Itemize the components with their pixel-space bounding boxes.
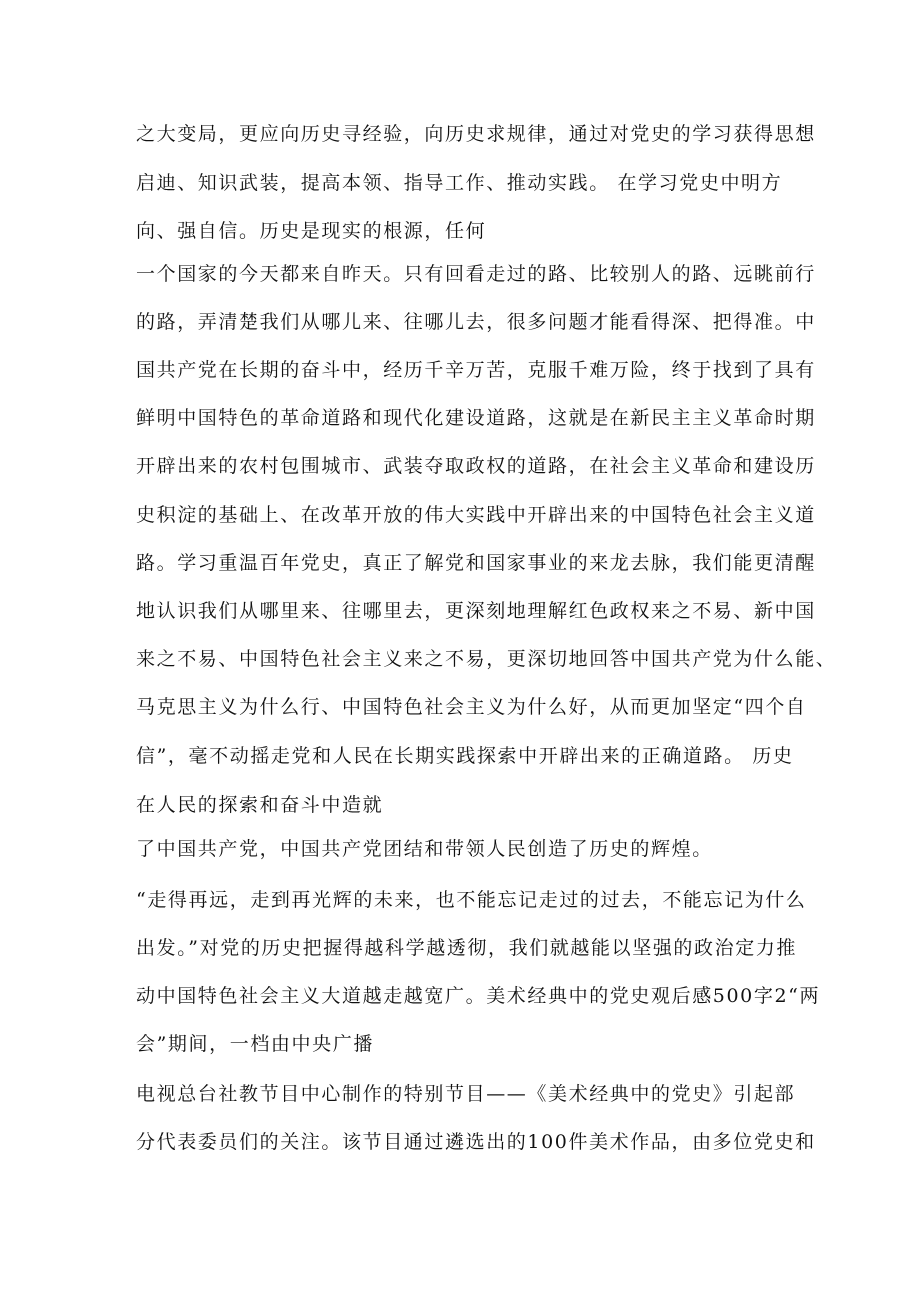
text-line: 一个国家的今天都来自昨天。只有回看走过的路、比较别人的路、远眺前行 [136,263,816,285]
text-line: 地认识我们从哪里来、往哪里去，更深刻地理解红色政权来之不易、新中国 [136,600,816,622]
text-line: 开辟出来的农村包围城市、武装夺取政权的道路，在社会主义革命和建设历 [136,455,816,477]
text-line: 之大变局，更应向历史寻经验，向历史求规律，通过对党史的学习获得思想 [136,123,816,145]
text-line: 会”期间，一档由中央广播 [136,1033,374,1055]
text-line: 电视总台社教节目中心制作的特别节目——《美术经典中的党史》引起部 [136,1083,796,1105]
text-line: 来之不易、中国特色社会主义来之不易，更深切地回答中国共产党为什么能、 [136,648,837,670]
text-line: 分代表委员们的关注。该节目通过遴选出的100件美术作品，由多位党史和 [136,1131,816,1153]
text-line: 启迪、知识武装，提高本领、指导工作、推动实践。 在学习党史中明方 [136,172,783,194]
text-line: 信”，毫不动摇走党和人民在长期实践探索中开辟出来的正确道路。 历史 [136,745,794,767]
text-line: 在人民的探索和奋斗中造就 [136,794,384,816]
text-line: “走得再远，走到再光辉的未来，也不能忘记走过的过去，不能忘记为什么 [136,889,807,911]
text-line: 马克思主义为什么行、中国特色社会主义为什么好，从而更加坚定“四个自 [136,696,807,718]
text-line: 路。学习重温百年党史，真正了解党和国家事业的来龙去脉，我们能更清醒 [136,552,816,574]
text-line: 国共产党在长期的奋斗中，经历千辛万苦，克服千难万险，终于找到了具有 [136,359,816,381]
text-line: 出发。”对党的历史把握得越科学越透彻，我们就越能以坚强的政治定力推 [136,937,798,959]
text-line: 史积淀的基础上、在改革开放的伟大实践中开辟出来的中国特色社会主义道 [136,504,816,526]
text-line: 的路，弄清楚我们从哪儿来、往哪儿去，很多问题才能看得深、把得准。中 [136,311,816,333]
text-line: 鲜明中国特色的革命道路和现代化建设道路，这就是在新民主主义革命时期 [136,407,816,429]
text-line: 向、强自信。历史是现实的根源，任何 [136,220,487,242]
text-line: 了中国共产党，中国共产党团结和带领人民创造了历史的辉煌。 [136,838,713,860]
text-line: 动中国特色社会主义大道越走越宽广。美术经典中的党史观后感500字2“两 [136,985,821,1007]
